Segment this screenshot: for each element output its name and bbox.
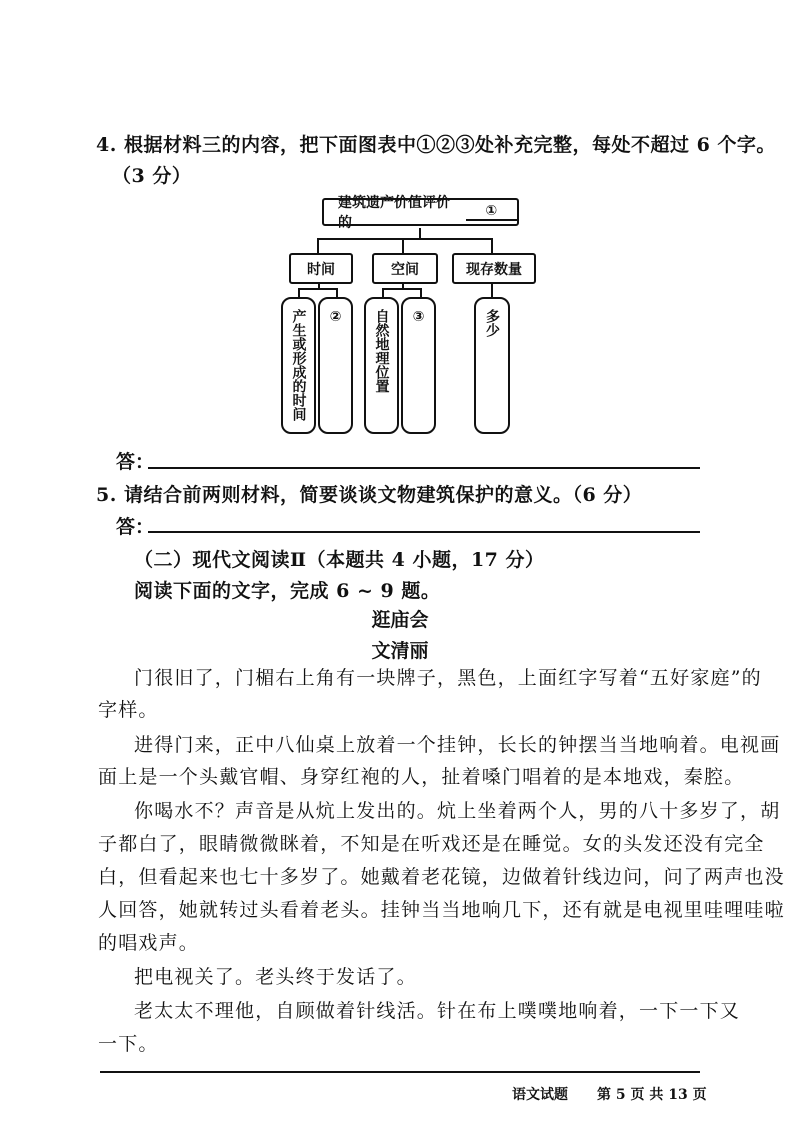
story-line: 子都白了，眼睛微微眯着，不知是在听戏还是在睡觉。女的头发还没有完全 (98, 833, 765, 855)
leaf-geographic-location (364, 297, 399, 434)
footer-page-number: 第 5 页 共 13 页 (597, 1087, 707, 1103)
story-line: 老太太不理他，自顾做着针线活。针在布上噗噗地响着，一下一下又 (134, 1000, 741, 1022)
answer-label-q4: 答： (116, 451, 155, 473)
section-heading: （二）现代文阅读Ⅱ（本题共 4 小题，17 分） (134, 549, 545, 571)
story-line: 白，但看起来也七十多岁了。她戴着老花镜，边做着针线边问，问了两声也没 (98, 866, 785, 888)
story-line: 门很旧了，门楣右上角有一块牌子，黑色，上面红字写着“五好家庭”的 (134, 667, 762, 689)
connector-line (491, 282, 493, 298)
story-line: 的唱戏声。 (98, 932, 200, 954)
answer-label-q5: 答： (116, 516, 155, 538)
connector-line (382, 288, 422, 290)
leaf-quantity (474, 297, 510, 434)
footer-subject: 语文试题 (512, 1087, 568, 1103)
connector-line (491, 238, 493, 254)
leaf-formation-time-label: 产生或形成的时间 (290, 309, 307, 421)
answer-line-q5[interactable] (148, 531, 700, 533)
diagram-top-box (322, 195, 519, 231)
diagram-top-label: 建筑遗产价值评价的 (338, 195, 450, 231)
story-line: 面上是一个头戴官帽、身穿红袍的人，扯着嗓门唱着的是本地戏，秦腔。 (98, 766, 745, 788)
question-5-text: 5. 请结合前两则材料，简要谈谈文物建筑保护的意义。（6 分） (96, 484, 643, 506)
blank-2: ② (327, 309, 344, 325)
leaf-blank-3 (401, 297, 436, 434)
leaf-quantity-label: 多少 (484, 309, 500, 337)
question-4-text: 4. 根据材料三的内容，把下面图表中①②③处补充完整，每处不超过 6 个字。 (96, 134, 776, 156)
blank-3: ③ (410, 309, 427, 325)
story-author: 文清丽 (371, 640, 429, 662)
story-line: 进得门来，正中八仙桌上放着一个挂钟，长长的钟摆当当地响着。电视画 (134, 734, 781, 756)
story-line: 把电视关了。老头终于发话了。 (134, 966, 417, 988)
leaf-blank-2 (318, 297, 353, 434)
blank-1: ① (466, 203, 517, 221)
story-line: 人回答，她就转过头看着老头。挂钟当当地响几下，还有就是电视里哇哩哇啦 (98, 899, 785, 921)
section-instruction: 阅读下面的文字，完成 6 ~ 9 题。 (134, 580, 441, 602)
story-line: 你喝水不？声音是从炕上发出的。炕上坐着两个人，男的八十多岁了，胡 (134, 800, 781, 822)
leaf-formation-time (281, 297, 316, 434)
leaf-geographic-location-label: 自然地理位置 (373, 309, 390, 393)
category-quantity: 现存数量 (452, 253, 536, 284)
story-line: 字样。 (98, 699, 159, 721)
connector-line (402, 238, 404, 254)
connector-line (298, 288, 338, 290)
connector-line (317, 238, 319, 254)
story-title: 逛庙会 (371, 609, 429, 631)
connector-line (317, 238, 492, 240)
footer-divider (100, 1071, 700, 1073)
category-space: 空间 (372, 253, 438, 284)
question-4-score: （3 分） (112, 165, 192, 187)
category-time: 时间 (289, 253, 353, 284)
answer-line-q4[interactable] (148, 467, 700, 469)
story-line: 一下。 (98, 1033, 159, 1055)
